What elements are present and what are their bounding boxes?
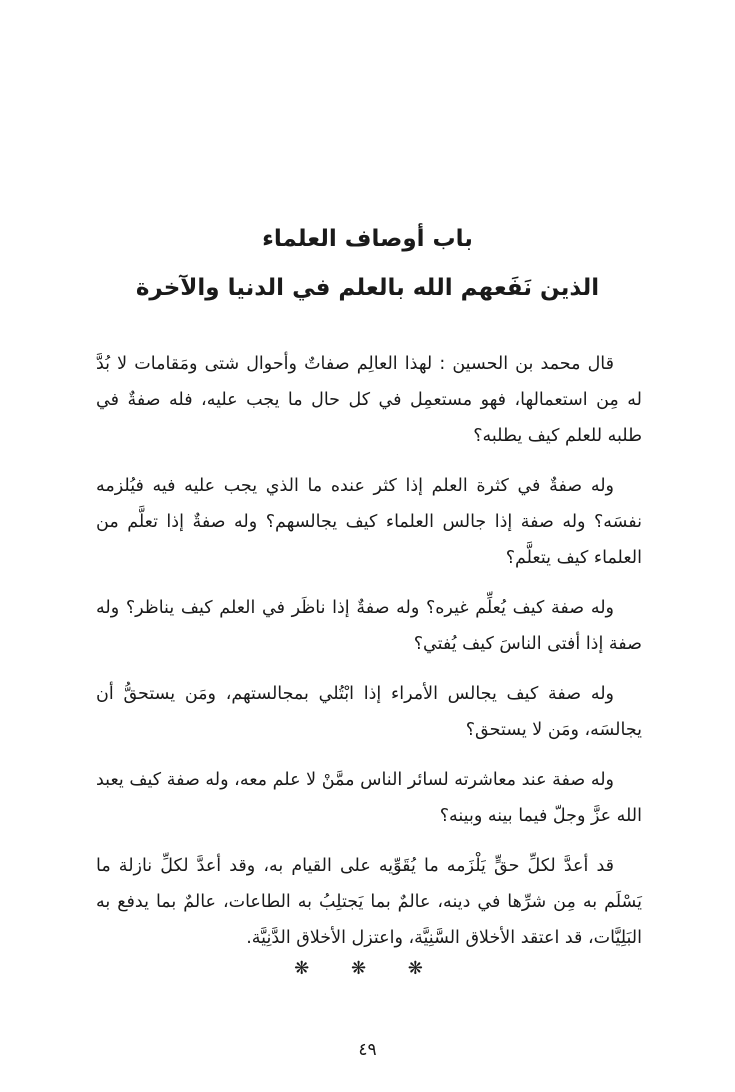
paragraph: وله صفة عند معاشرته لسائر الناس ممَّنْ لا علم معه، وله صفة كيف يعبد الله عزَّ وجلّ فيما بينه وبينه؟: [96, 770, 642, 826]
chapter-title: باب أوصاف العلماء: [262, 226, 473, 252]
body-text: [96, 346, 642, 970]
chapter-subtitle: الذين نَفَعهم الله بالعلم في الدنيا والآخرة: [135, 275, 600, 301]
section-divider-ornament: ❋ ❋ ❋: [294, 958, 441, 979]
paragraph: قد أعدَّ لكلِّ حقٍّ يَلْزَمه ما يُقَوِّيه على القيام به، وقد أعدَّ لكلِّ نازلة ما يَسْلَم به مِن شرِّها في دينه، عالمٌ بما يَجتلِبُ به الطاعات، عالمٌ بما يدفع به البَلِيَّات، قد اعتقد الأخلاق السَّنِيَّة، واعتزل الأخلاق الدَّنِيَّة.: [96, 856, 642, 948]
paragraph: وله صفةٌ في كثرة العلم إذا كثر عنده ما الذي يجب عليه فيه فيُلزمه نفسَه؟ وله صفة إذا جالس العلماء كيف يجالسهم؟ وله صفةٌ إذا تعلَّم من العلماء كيف يتعلَّم؟: [96, 476, 642, 568]
paragraph: قال محمد بن الحسين : لهذا العالِم صفاتٌ وأحوال شتى ومَقامات لا بُدَّ له مِن استعمالها، فهو مستعمِل في كل حال ما يجب عليه، فله صفةٌ في طلبه للعلم كيف يطلبه؟: [96, 354, 642, 446]
paragraph: وله صفة كيف يجالس الأمراء إذا ابْتُلي بمجالستهم، ومَن يستحقُّ أن يجالسَه، ومَن لا يستحق؟: [96, 684, 642, 740]
paragraph: وله صفة كيف يُعلِّم غيره؟ وله صفةٌ إذا ناظَر في العلم كيف يناظر؟ وله صفة إذا أفتى الناسَ كيف يُفتي؟: [96, 598, 642, 654]
page-number: ٤٩: [358, 1040, 377, 1060]
